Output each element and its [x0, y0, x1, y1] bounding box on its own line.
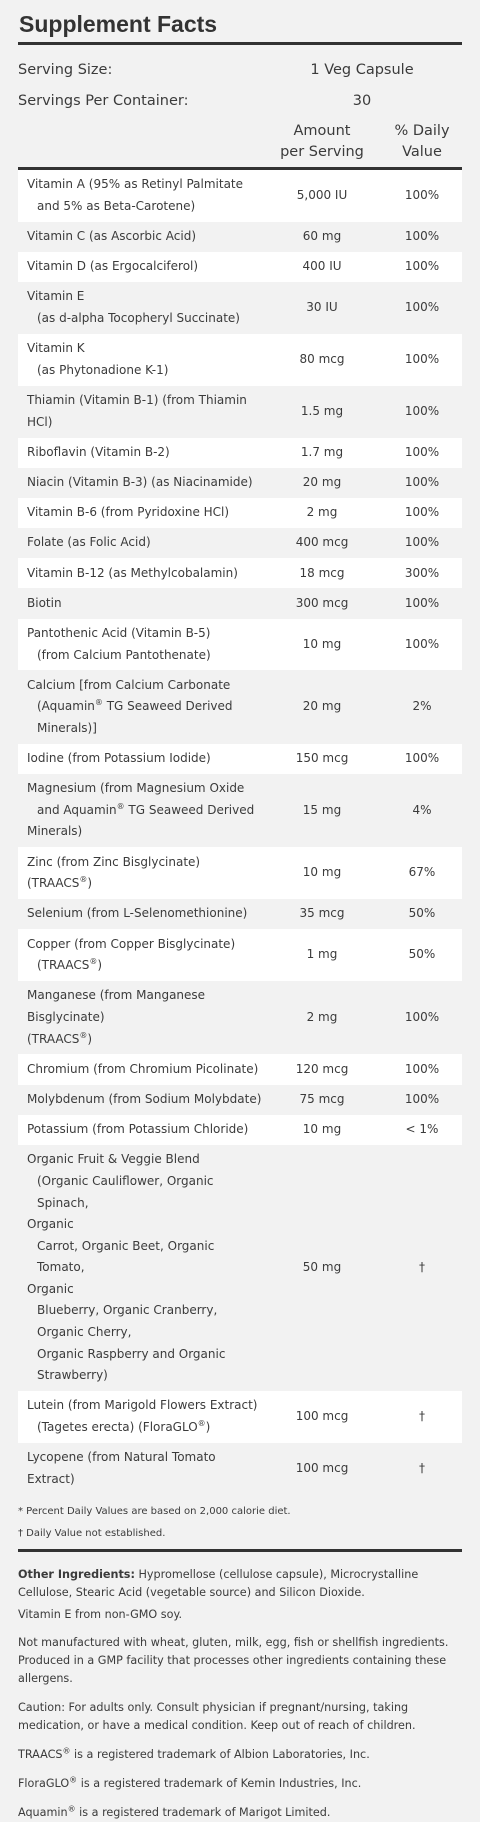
nutrient-name: [18, 1119, 262, 1141]
nutrient-name: [18, 1059, 262, 1081]
note-floraglo-trademark: FloraGLO® is a registered trademark of Kemin Industries, Inc.: [18, 1774, 362, 1790]
nutrient-amount: 10 mg: [302, 1122, 342, 1137]
note-vitamin-e: Vitamin E from non-GMO soy.: [18, 1607, 183, 1621]
nutrient-name-line: Molybdenum (from Sodium Molybdate): [27, 1091, 262, 1106]
nutrient-name: [18, 226, 262, 248]
nutrient-daily-value: 300%: [404, 565, 440, 580]
nutrient-name: [18, 286, 262, 329]
nutrient-amount: 100 mcg: [295, 1461, 349, 1476]
daily-value-header: [382, 121, 462, 163]
nutrient-amount: 35 mcg: [299, 906, 345, 921]
nutrient-name-line: Vitamin D (as Ergocalciferol): [27, 259, 199, 274]
nutrient-name-line: Vitamin C (as Ascorbic Acid): [27, 229, 197, 244]
other-ingredients-label: Other Ingredients:: [18, 1567, 135, 1581]
amount-header: [262, 121, 382, 163]
nutrient-name-line: (TRAACS®): [37, 957, 103, 973]
nutrient-name-line: (as Phytonadione K-1): [37, 362, 169, 377]
nutrient-amount: 100 mcg: [295, 1409, 349, 1424]
bottom-rule: [18, 1549, 462, 1552]
nutrient-amount: 80 mcg: [299, 352, 345, 367]
nutrient-daily-value: 2%: [412, 699, 432, 714]
table-row: [18, 847, 462, 899]
table-row: [18, 1145, 462, 1391]
amount-header-line1: Amount: [293, 123, 351, 139]
other-ingredients: [18, 1566, 462, 1602]
nutrient-name-line: Blueberry, Organic Cranberry, Organic Cherry,: [37, 1303, 218, 1340]
nutrient-name: [18, 563, 262, 585]
table-row: [18, 1115, 462, 1145]
nutrient-name-line: Biotin: [27, 595, 62, 610]
nutrient-name: [18, 852, 262, 895]
nutrient-name: [18, 675, 262, 740]
nutrient-name: [18, 532, 262, 554]
nutrient-name-line: Selenium (from L-Selenomethionine): [27, 906, 248, 921]
nutrient-daily-value: < 1%: [405, 1122, 439, 1137]
nutrient-name: [18, 903, 262, 925]
nutrient-daily-value: 100%: [404, 474, 440, 489]
nutrient-name-line: Magnesium (from Magnesium Oxide: [27, 781, 245, 796]
nutrient-name-line: and 5% as Beta-Carotene): [37, 198, 196, 213]
nutrient-name-line: Organic: [27, 1281, 74, 1296]
column-header: [18, 117, 462, 167]
nutrient-name-line: Potassium (from Potassium Chloride): [27, 1122, 249, 1137]
nutrient-daily-value: 100%: [404, 535, 440, 550]
nutrient-amount: 1.7 mg: [300, 444, 344, 459]
nutrient-amount: 400 IU: [302, 259, 342, 274]
nutrient-amount: 15 mg: [302, 802, 342, 817]
table-row: [18, 899, 462, 929]
nutrient-name-line: Iodine (from Potassium Iodide): [27, 751, 211, 766]
table-row: [18, 282, 462, 334]
nutrient-amount: 300 mcg: [295, 595, 349, 610]
table-row: [18, 386, 462, 438]
nutrient-daily-value: 67%: [408, 865, 436, 880]
nutrient-daily-value: †: [419, 1260, 425, 1275]
nutrient-daily-value: 100%: [404, 403, 440, 418]
table-row: [18, 1391, 462, 1443]
nutrient-name: [18, 1447, 262, 1490]
nutrient-name: [18, 256, 262, 278]
nutrient-name: [18, 748, 262, 770]
table-row: [18, 498, 462, 528]
table-row: [18, 981, 462, 1054]
nutrient-name-line: Calcium [from Calcium Carbonate: [27, 677, 231, 692]
nutrient-amount: 10 mg: [302, 865, 342, 880]
supplement-facts-panel: [18, 0, 462, 1822]
nutrient-daily-value: 100%: [404, 352, 440, 367]
serving-size-label: Serving Size:: [18, 61, 113, 78]
nutrient-name-line: Lycopene (from Natural Tomato Extract): [27, 1450, 216, 1486]
nutrient-amount: 20 mg: [302, 474, 342, 489]
nutrient-name-line: Folate (as Folic Acid): [27, 535, 151, 550]
nutrient-name: [18, 1149, 262, 1387]
table-row: [18, 252, 462, 282]
nutrient-daily-value: †: [419, 1461, 425, 1476]
table-row: [18, 619, 462, 671]
table-row: [18, 528, 462, 558]
nutrient-amount: 2 mg: [306, 505, 338, 520]
table-row: [18, 468, 462, 498]
note-traacs-trademark: TRAACS® is a registered trademark of Albion Laboratories, Inc.: [18, 1745, 370, 1761]
nutrient-name-line: (Aquamin® TG Seaweed Derived Minerals)]: [37, 698, 233, 735]
nutrient-amount: 30 IU: [306, 300, 338, 315]
nutrient-name: [18, 502, 262, 524]
nutrient-daily-value: 100%: [404, 751, 440, 766]
nutrient-amount: 150 mcg: [295, 751, 349, 766]
nutrient-amount: 75 mcg: [299, 1091, 345, 1106]
panel-title: Supplement Facts: [19, 11, 218, 37]
nutrient-name: [18, 442, 262, 464]
nutrient-amount: 20 mg: [302, 699, 342, 714]
servings-per-container-label: Servings Per Container:: [18, 92, 189, 109]
dv-header-line1: % Daily: [394, 123, 450, 139]
nutrient-amount: 10 mg: [302, 636, 342, 651]
table-row: [18, 1443, 462, 1495]
nutrient-name: [18, 472, 262, 494]
nutrient-name-line: Vitamin A (95% as Retinyl Palmitate: [27, 177, 244, 192]
nutrient-name-line: (Tagetes erecta) (FloraGLO®): [37, 1419, 211, 1435]
nutrient-name: [18, 338, 262, 381]
nutrient-name-line: Vitamin B-12 (as Methylcobalamin): [27, 565, 238, 580]
nutrient-name-line: Chromium (from Chromium Picolinate): [27, 1061, 259, 1076]
other-ingredients-text: Hypromellose (cellulose capsule), Microcrystalline Cellulose, Stearic Acid (vegetable source) and Silicon Dioxide.: [18, 1567, 419, 1599]
nutrient-name-line: (as d-alpha Tocopheryl Succinate): [37, 311, 240, 326]
nutrient-daily-value: †: [419, 1409, 425, 1424]
table-row: [18, 438, 462, 468]
nutrient-amount: 120 mcg: [295, 1061, 349, 1076]
nutrient-table: [18, 170, 462, 1495]
nutrient-name-line: Zinc (from Zinc Bisglycinate) (TRAACS®): [27, 854, 201, 891]
nutrient-name-line: Organic Fruit & Veggie Blend: [27, 1152, 200, 1167]
nutrient-daily-value: 50%: [408, 947, 436, 962]
footnote-percent-dv: * Percent Daily Values are based on 2,000 calorie diet.: [18, 1505, 291, 1517]
servings-per-container-value: 30: [352, 92, 372, 109]
nutrient-name-line: Manganese (from Manganese Bisglycinate): [27, 988, 206, 1024]
nutrient-daily-value: 100%: [404, 444, 440, 459]
nutrient-daily-value: 4%: [412, 802, 432, 817]
nutrient-name-line: Riboflavin (Vitamin B-2): [27, 444, 170, 459]
nutrient-name-line: Copper (from Copper Bisglycinate): [27, 936, 236, 951]
nutrient-daily-value: 100%: [404, 300, 440, 315]
table-row: [18, 558, 462, 588]
nutrient-name-line: Niacin (Vitamin B-3) (as Niacinamide): [27, 474, 253, 489]
nutrient-name: [18, 1089, 262, 1111]
nutrient-name: [18, 174, 262, 217]
table-row: [18, 588, 462, 618]
nutrient-amount: 60 mg: [302, 229, 342, 244]
table-row: [18, 170, 462, 222]
nutrient-daily-value: 100%: [404, 1061, 440, 1076]
table-row: [18, 670, 462, 743]
serving-size-value: 1 Veg Capsule: [310, 61, 414, 78]
nutrient-daily-value: 50%: [408, 906, 436, 921]
table-row: [18, 929, 462, 981]
nutrient-daily-value: 100%: [404, 1009, 440, 1024]
table-row: [18, 1085, 462, 1115]
nutrient-name-line: Vitamin B-6 (from Pyridoxine HCl): [27, 505, 230, 520]
nutrient-amount: 50 mg: [302, 1260, 342, 1275]
note-aquamin-trademark: Aquamin® is a registered trademark of Marigot Limited.: [18, 1803, 331, 1819]
nutrient-name-line: Carrot, Organic Beet, Organic Tomato,: [37, 1238, 215, 1275]
nutrient-name: [18, 778, 262, 843]
nutrient-name-line: Organic Raspberry and Organic Strawberry): [37, 1346, 226, 1383]
nutrient-daily-value: 100%: [404, 1091, 440, 1106]
nutrient-name: [18, 390, 262, 433]
table-row: [18, 1054, 462, 1084]
nutrient-name: [18, 1395, 262, 1438]
nutrient-name: [18, 593, 262, 615]
footnote-dv-not-established: † Daily Value not established.: [18, 1527, 166, 1539]
nutrient-daily-value: 100%: [404, 259, 440, 274]
nutrient-daily-value: 100%: [404, 595, 440, 610]
table-row: [18, 334, 462, 386]
nutrient-amount: 1 mg: [306, 947, 338, 962]
nutrient-name-line: (Organic Cauliflower, Organic Spinach,: [37, 1173, 214, 1210]
table-row: [18, 222, 462, 252]
nutrient-name-line: Vitamin E: [27, 289, 85, 304]
nutrient-amount: 2 mg: [306, 1009, 338, 1024]
nutrient-amount: 1.5 mg: [300, 403, 344, 418]
nutrient-amount: 5,000 IU: [296, 188, 348, 203]
serving-size-row: [18, 54, 462, 85]
table-row: [18, 744, 462, 774]
nutrient-amount: 18 mcg: [299, 565, 345, 580]
nutrient-name-line: and Aquamin® TG Seaweed Derived: [37, 801, 255, 817]
nutrient-daily-value: 100%: [404, 229, 440, 244]
nutrient-amount: 400 mcg: [295, 535, 349, 550]
nutrient-name-line: Organic: [27, 1217, 74, 1232]
nutrient-daily-value: 100%: [404, 636, 440, 651]
dv-header-line2: Value: [402, 144, 442, 160]
note-allergens: Not manufactured with wheat, gluten, milk, egg, fish or shellfish ingredients. Produced in a GMP facility that processes other ingredients containing these allergens.: [18, 1635, 449, 1685]
nutrient-name-line: Pantothenic Acid (Vitamin B-5): [27, 625, 211, 640]
nutrient-name-line: Thiamin (Vitamin B-1) (from Thiamin HCl): [27, 393, 247, 429]
top-rule: [18, 42, 462, 45]
servings-per-container-row: [18, 85, 462, 116]
nutrient-name-line: (from Calcium Pantothenate): [37, 647, 211, 662]
nutrient-name-line: (TRAACS®): [27, 1030, 93, 1046]
nutrient-name-line: Lutein (from Marigold Flowers Extract): [27, 1398, 258, 1413]
nutrient-daily-value: 100%: [404, 188, 440, 203]
nutrient-name: [18, 623, 262, 666]
table-row: [18, 774, 462, 847]
nutrient-name-line: Vitamin K: [27, 341, 85, 356]
amount-header-line2: per Serving: [280, 144, 364, 160]
nutrient-name: [18, 985, 262, 1050]
nutrient-name-line: Minerals): [27, 824, 83, 839]
nutrient-daily-value: 100%: [404, 505, 440, 520]
note-caution: Caution: For adults only. Consult physician if pregnant/nursing, taking medication, or have a medical condition. Keep out of reach of children.: [18, 1700, 416, 1732]
nutrient-name: [18, 934, 262, 977]
